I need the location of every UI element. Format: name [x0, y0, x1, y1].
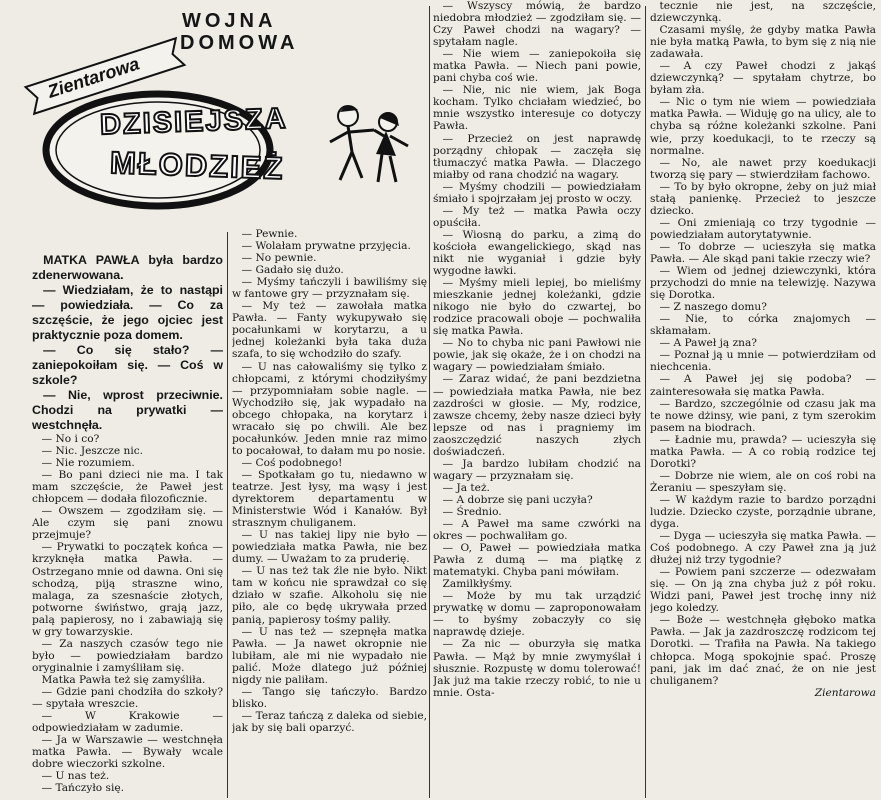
author-banner-text: Zientarowa	[45, 53, 142, 102]
paragraph: — Dobrze nie wiem, ale on coś robi na Żeraniu — speszyłam się.	[650, 469, 876, 494]
paragraph: — A czy Paweł chodzi z jakąś dziewczynką? — spytałam chytrze, bo byłam zła.	[650, 60, 876, 97]
paragraph: — Nic. Jeszcze nic.	[41, 445, 144, 458]
paragraph: — Coś podobnego!	[241, 456, 343, 469]
paragraph: — My też — matka Pawła oczy opuściła.	[433, 204, 641, 229]
series-title	[182, 10, 298, 54]
paragraph: Czasami myślę, że gdyby matka Pawła nie była matką Pawła, to bym się z nią nie zadawała.	[650, 24, 876, 61]
paragraph: — Teraz tańczą z daleka od siebie, jak by się bali oparzyć.	[232, 709, 427, 734]
paragraph: — Za naszych czasów tego nie było — powiedziałam bardzo oryginalnie i zamyśliłam się.	[32, 637, 223, 674]
paragraph: — Myśmy mieli lepiej, bo mieliśmy mieszkanie jednej koleżanki, gdzie nikogo nie było do czwartej, bo rodzice pracowali oboje — pochwaliła się matka Pawła.	[433, 277, 641, 338]
series-title-line2: DOMOWA	[180, 32, 299, 54]
paragraph: — U nas całowaliśmy się tylko z chłopcami, z którymi chodziłyśmy — przypomniałam sobie nagle. — Wychodziło się, jak wypadało na obcego chłopaka, na korytarz i wracało się po chwili. Ale bez pocałunków. Jeden mnie raz mimo to pocałował, to dałam mu po nosie.	[232, 360, 427, 457]
paragraph: — Nie rozumiem.	[41, 457, 135, 470]
paragraph: — U nas też tak źle nie było. Nikt tam w końcu nie sprawdzał co się działo w szafie. Alkoholu się nie piło, ale co będę ukrywała przed panią, papierosy tośmy paliły.	[232, 565, 427, 626]
article-header	[0, 0, 426, 236]
paragraph: — Gdzie pani chodziła do szkoły? — spytała wreszcie.	[32, 685, 223, 711]
paragraph: — Pewnie.	[241, 228, 298, 240]
paragraph: — Wiedziałam, że to nastąpi — powiedziała. — Co za szczęście, że jego ojciec jest praktycznie poza domem.	[32, 283, 223, 342]
paragraph: — Ja w Warszawie — westchnęła matka Pawła. — Bywały wcale dobre wieczorki szkolne.	[32, 734, 223, 771]
paragraph: — U nas też — szepnęła matka Pawła. — Ja nawet okropnie nie lubiłam, ale mi nie wypadało nie palić. Może dlatego już później nigdy nie paliłam.	[232, 625, 427, 686]
paragraph: — Wiosną do parku, a zimą do kościoła ewangelickiego, skąd nas nikt nie wyganiał i gdzie były wygodne ławki.	[433, 228, 641, 278]
paragraph: — Może by mu tak urządzić prywatkę w domu — zaproponowałam — to byśmy zobaczyły co się naprawdę dzieje.	[433, 590, 641, 639]
title-line1: DZISIEJSZA	[99, 102, 289, 142]
paragraph: — Ja bardzo lubiłam chodzić na wagary — przyznałam się.	[433, 457, 641, 482]
paragraph: — Dyga — ucieszyła się matka Pawła. — Coś podobnego. A czy Paweł zna ją już dłużej niż trzy tygodnie?	[650, 530, 876, 567]
paragraph: — Boże — westchnęła głęboko matka Pawła. — Jak ja zazdroszczę rodzicom tej Dorotki. — Trafiła na Pawła. Na takiego chłopca. Mogą spokojnie spać. Proszę pani, jak im dać znać, że on nie jest chuliganem?	[650, 614, 876, 687]
paragraph: — Gadało się dużo.	[241, 264, 344, 277]
paragraph: — W każdym razie to bardzo porządni ludzie. Dziecko czyste, porządnie ubrane, dyga.	[650, 493, 876, 531]
paragraph: — U nas też.	[41, 770, 110, 783]
paragraph: — Bo pani dzieci nie ma. I tak mam szczęście, że Paweł jest chłopcem — dodała filozoficznie.	[32, 469, 223, 506]
paragraph: — Ładnie mu, prawda? — ucieszyła się matka Pawła. — A co robią rodzice tej Dorotki?	[650, 433, 876, 470]
paragraph: — Wiem od jednej dziewczynki, która przychodzi do mnie na telewizję. Nazywa się Dorotka.	[650, 265, 876, 302]
title-line2: MŁODZIEŻ	[109, 144, 285, 187]
paragraph: — Spotkałam go tu, niedawno w teatrze. Jest łysy, ma wąsy i jest dyrektorem departamentu w Ministerstwie Wód i Kanałów. Był strasznym chuliganem.	[232, 468, 427, 530]
paragraph: — Owszem — zgodziłam się. — Ale czym się pani znowu przejmuje?	[32, 505, 223, 542]
paragraph: — To by było okropne, żeby on już miał stałą panienkę. Przecież to jeszcze dziecko.	[650, 180, 876, 217]
paragraph: — Tango się tańczyło. Bardzo blisko.	[232, 685, 427, 710]
paragraph: — Myśmy tańczyli i bawiliśmy się w fantowe gry — przyznałam się.	[232, 276, 427, 301]
paragraph: — Myśmy chodzili — powiedziałam śmiało i spojrzałam jej prosto w oczy.	[433, 180, 641, 205]
paragraph: — A dobrze się pani uczyła?	[442, 493, 593, 506]
column-rule	[429, 6, 430, 798]
paragraph: — My też — zawołała matka Pawła. — Fanty wykupywało się pocałunkami w korytarzu, a u jednej koleżanki była taka duża szafa, to się wchodziło do szafy.	[232, 300, 427, 361]
paragraph: MATKA PAWŁA była bardzo zdenerwowana.	[32, 253, 223, 282]
paragraph: — Prywatki to początek końca — krzyknęła matka Pawła. — Ostrzegano mnie od dawna. Oni się schodzą, piją straszne wino, malaga, za szesnaście złotych, potworne świństwo, grają jazz, palą papierosy, no i zabawiają się w gry towarzyskie.	[32, 541, 223, 638]
paragraph: — Oni zmieniają co trzy tygodnie — powiedziałam autorytatywnie.	[650, 216, 876, 241]
paragraph: — Wolałam prywatne przyjęcia.	[241, 240, 411, 253]
paragraph: — W Krakowie — odpowiedziałam w zadumie.	[32, 710, 223, 735]
dancing-couple-illustration	[300, 96, 420, 196]
paragraph: — Nie, wprost przeciwnie. Chodzi na prywatki — westchnęła.	[32, 388, 223, 432]
paragraph: — No to chyba nic pani Pawłowi nie powie, jak się okaże, że i on chodzi na wagary — powiedziałam śmiało.	[433, 337, 641, 374]
series-title-line1: WOJNA	[182, 10, 277, 32]
paragraph: — U nas takiej lipy nie było — powiedziała matka Pawła, nie bez dumy. — Uważam to za pruderię.	[232, 529, 427, 566]
text-column-3	[433, 0, 641, 798]
paragraph: tecznie nie jest, na szczęście, dziewczynką.	[650, 0, 876, 25]
paragraph: — Przecież on jest naprawdę porządny chłopak — zaczęła się tłumaczyć matka Pawła. — Dlaczego miałby od rana chodzić na wagary.	[433, 132, 641, 181]
paragraph: — Poznał ją u mnie — potwierdziłam od niechcenia.	[650, 349, 876, 374]
paragraph: — Co się stało? — zaniepokoiłam się. — Coś w szkole?	[32, 343, 223, 387]
paragraph: — Nie wiem — zaniepokoiła się matka Pawła. — Niech pani powie, pani chyba coś wie.	[433, 48, 641, 85]
paragraph: — A Paweł ją zna?	[659, 337, 757, 350]
paragraph: — No, ale nawet przy koedukacji tworzą się pary — stwierdziłam fachowo.	[650, 156, 876, 181]
paragraph: — Ja też.	[442, 481, 490, 494]
paragraph: — A Paweł jej się podoba? — zainteresowała się matka Pawła.	[650, 373, 876, 398]
paragraph: — O, Paweł — powiedziała matka Pawła z dumą — ma piątkę z matematyki. Chyba pani mówiłam.	[433, 542, 641, 579]
paragraph: — Tańczyło się.	[41, 782, 125, 795]
paragraph: — Bardzo, szczególnie od czasu jak ma te nowe dżinsy, wie pani, z tym szerokim pasem na biodrach.	[650, 397, 876, 434]
paragraph: — Wszyscy mówią, że bardzo niedobra młodzież — zgodziłam się. — Czy Paweł chodzi na wagary? — spytałam nagle.	[433, 0, 641, 49]
paragraph: — Nic o tym nie wiem — powiedziała matka Pawła. — Widuję go na ulicy, ale to chyba są różne koleżanki szkolne. Pani wie, przy koedukacji, to te rzeczy są normalne.	[650, 96, 876, 157]
paragraph: — Powiem pani szczerze — odezwałam się. — On ją zna chyba już z pół roku. Widzi pani, Paweł jest trochę inny niż jego koledzy.	[650, 566, 876, 615]
paragraph: — Średnio.	[442, 505, 502, 518]
author-signature: Zientarowa	[814, 686, 876, 699]
text-column-2	[232, 228, 427, 798]
column-rule	[645, 6, 646, 798]
paragraph: Matka Pawła też się zamyśliła.	[41, 673, 206, 686]
column-rule	[227, 232, 228, 798]
paragraph: — Nie, to córka znajomych — skłamałam.	[650, 313, 876, 338]
paragraph: — Z naszego domu?	[659, 301, 767, 314]
paragraph: — Za nic — oburzyła się matka Pawła. — Mąż by mnie zwymyślał i słusznie. Rozpustę w domu tolerować! Jak już ma takie rzeczy robić, to nie u mnie. Osta-	[433, 638, 641, 699]
paragraph: — No i co?	[41, 433, 100, 445]
paragraph: Zamilkłyśmy.	[442, 578, 513, 591]
text-column-4	[650, 0, 876, 798]
paragraph: — Nie, nic nie wiem, jak Boga kocham. Tylko chciałam wiedzieć, bo mnie wszystko interesuje co dotyczy Pawła.	[433, 84, 641, 133]
paragraph: — No pewnie.	[241, 252, 317, 265]
paragraph: — To dobrze — ucieszyła się matka Pawła. — Ale skąd pani takie rzeczy wie?	[650, 240, 876, 265]
text-column-1	[32, 253, 223, 798]
paragraph: — A Paweł ma same czwórki na okres — pochwaliłam go.	[433, 518, 641, 543]
paragraph: — Zaraz widać, że pani bezdzietna — powiedziała matka Pawła, nie bez zazdrości w głosie. — My, rodzice, zawsze chcemy, żeby nasze dzieci były lepsze od nas i pragniemy im zaoszczędzić naszych złych doświadczeń.	[433, 373, 641, 458]
